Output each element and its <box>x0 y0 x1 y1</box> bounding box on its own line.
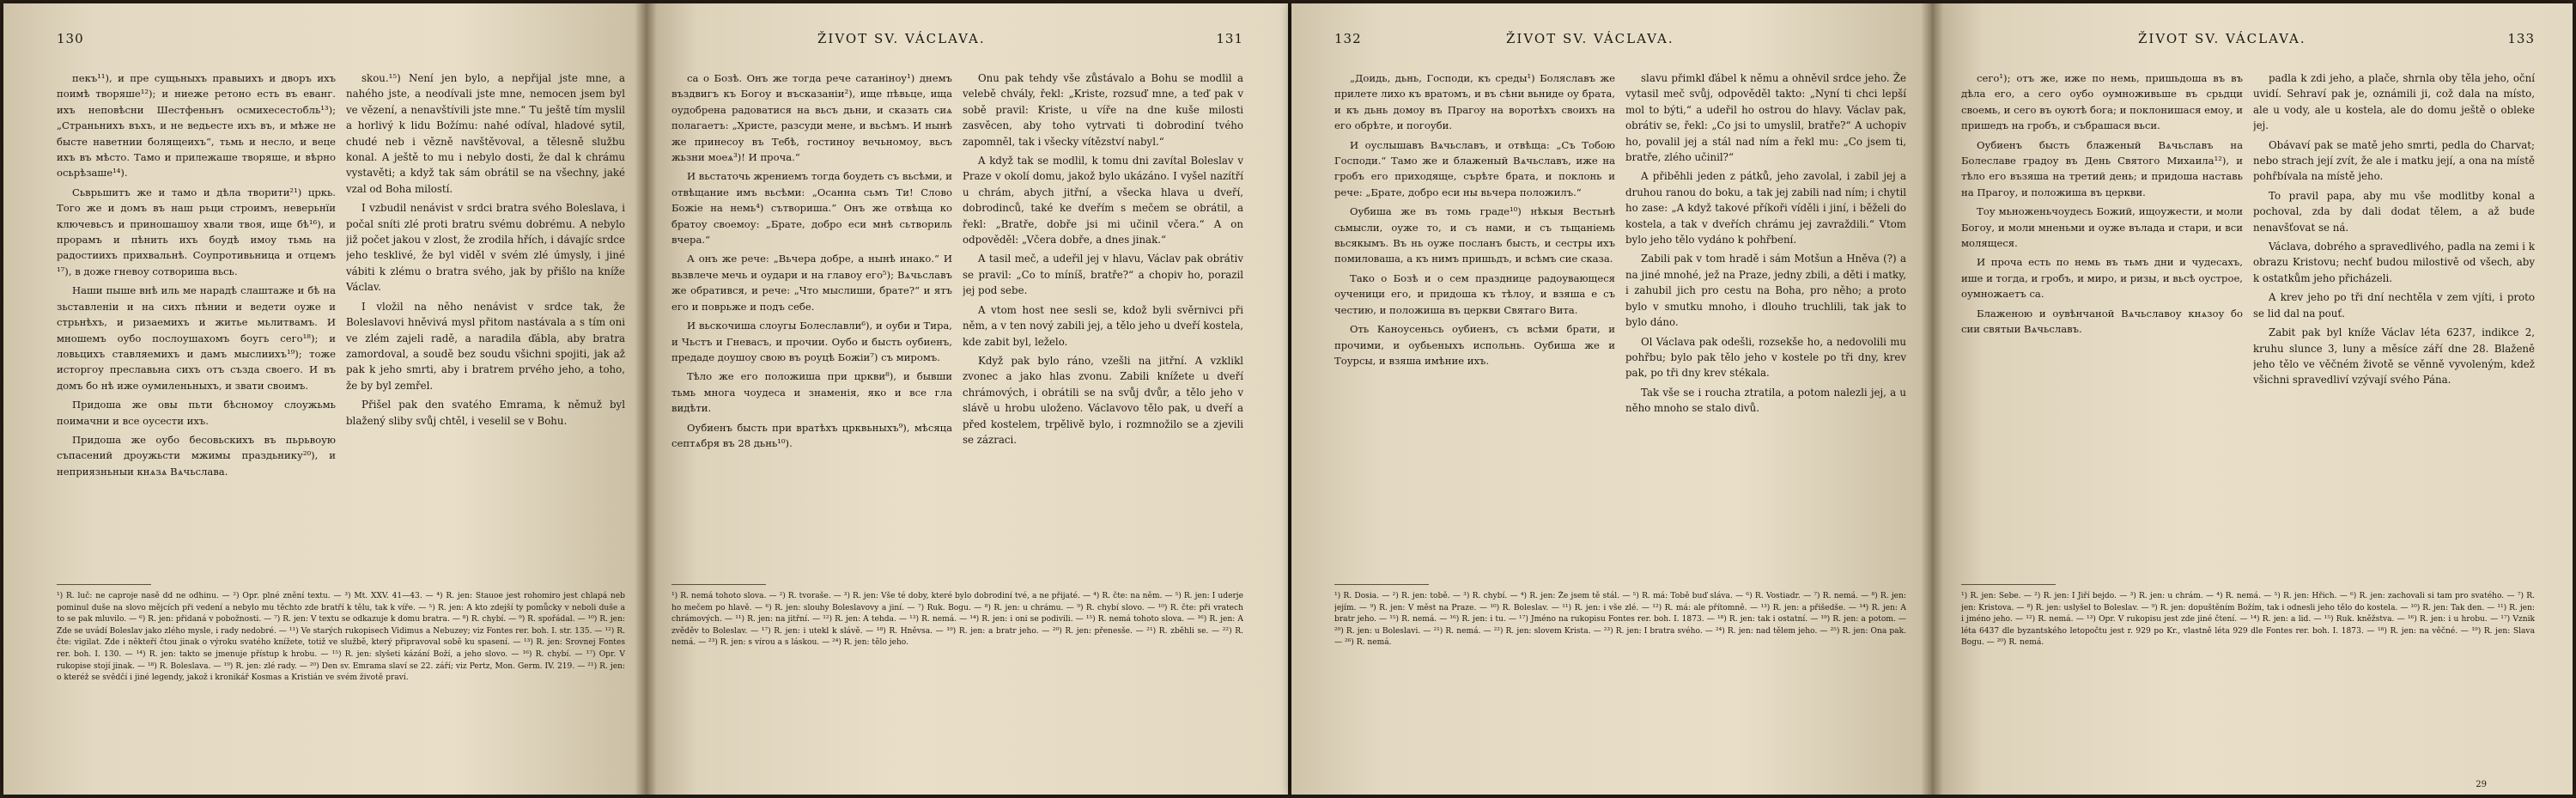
running-title: ŽIVOT SV. VÁCLAVA. <box>2138 31 2306 46</box>
church-slavonic-column <box>1961 70 2243 573</box>
paragraph: padla k zdi jeho, a plače, shrnla oby těla jeho, oční uvidí. Sehraví pak je, oznámili ji, což dala na místo, ale u vody, ale u kostela, ale do domu ještě o obleke jej. <box>2253 72 2535 132</box>
paragraph: I vložil na něho nenávist v srdce tak, že Boleslavovi hněvivá mysl přitom nastávala a s tím oni ve zlém zajeli radě, a naradila ďábla, aby bratra zamordoval, a soudě bez soudu všichni spojiti, jak až pak k jeho smrti, aby i bratrem prvého jeho, a toho, že by byl zemřel. <box>346 300 625 392</box>
paragraph: Придоша же овы пьти бѣсномоу слоужьмь поимачни и все оусести ихъ. <box>57 399 336 427</box>
page-number: 131 <box>1216 31 1243 46</box>
church-slavonic-column <box>1334 70 1615 573</box>
paragraph: И вьстаточь жрениемъ тогда боудеть съ вьсѣми, и отвѣщание имъ вьсѣми: „Осанна сьмъ Ти! Слово Божіе на немь⁴) сътвориша.“ Онъ же отвѣща ко братоу своемоу: „Брате, добро еси мнѣ сьтвориль вчера.“ <box>671 170 952 247</box>
paragraph: пекъ¹¹), и пре сущьныхъ правыихъ и дворъ ихъ поимѣ творяше¹²); и ниеже ретоно есть въ еванг. ихъ неповѣсни Шестфеньнъ осмихесестобль¹³); „Страньнихъ въхъ, и не ведьесте ихъ въ, и мѣже не бысте наветнии болящеихъ“, тьмь и несло, и веце ихъ въ мѣсто. Тамо и прилежаше творяше, и вѣрно осьрѣзаше¹⁴). <box>57 72 336 180</box>
signature-mark: 29 <box>2476 780 2487 789</box>
page-132 <box>1291 3 1932 795</box>
footnotes: ¹) R. luč: ne caproje nasě dd ne odhinu. — ²) Opr. plné znění textu. — ³) Mt. XXV. 41—43. — ⁴) R. jen: Stauoe jest rohomiro jest chlapá neb pominul duše na slovo mějcích při vedení a nebylo mu těchto zde bratří k tělu, tak k víře. — ⁵) R. jen: A kto zdejší ty pomůcky v neboli duše a to se pak mluvilo. — ⁶) R. jen: přidaná v pobožnosti. — ⁷) R. jen: V textu se odkazuje k domu bratra. — ⁸) R. chybí. — ⁹) R. spořádal. — ¹⁰) R. jen: Zde se uvádí Boleslav jako zlého mysle, i rady nedobré. — ¹¹) Ve starých rukopisech Vidimus a Nebuzey; viz Fontes rer. boh. I. str. 135. — ¹²) R. čte: vigilat. Zde i někteří čtou jinak o výroku svatého knížete, totiž ve službě, který připravoval sobě ku spasení. — ¹³) R. jen: Srovnej Fontes rer. boh. I. 130. — ¹⁴) R. jen: takto se jmenuje přístup k hrobu. — ¹⁵) R. jen: slyšeti kázání Boží, a jeho slovo. — ¹⁶) R. chybí. — ¹⁷) Opr. V rukopise stojí jinak. — ¹⁸) R. Boleslava. — ¹⁹) R. jen: zlé rady. — ²⁰) Den sv. Emrama slaví se 22. září; viz Pertz, Mon. Germ. IV. 219. — ²¹) R. jen: o kteréž se svědčí i jiné legendy, jakož i kronikář Kosmas a Kristián ve svém životě praví. <box>57 592 625 683</box>
footnote-rule <box>671 584 766 585</box>
footnote-rule <box>1961 584 2056 585</box>
paragraph: И оуслышавъ Вѧчьславъ, и отвѣща: „Съ Тобою Господи.“ Тамо же и блаженый Вѧчьславъ, иже на гробъ его приходяще, сърѣте брата, и поклонь и рече: „Брате, добро еси ны вьчера положилъ.“ <box>1334 138 1615 198</box>
czech-translation-column <box>1625 70 1906 573</box>
paragraph: A přiběhli jeden z pátků, jeho zavolal, i zabil jej a druhou ranou do boku, a tak jej zabili nad ním; i chytil ho zase: „A když takové příkoři víděli i jiní, i běželi do kostela, a tak v dveřích chrámu jej zavraždili.“ Vtom bylo jeho tělo vydáno k pohřbení. <box>1625 170 1906 247</box>
page-131 <box>646 3 1288 795</box>
paragraph: Блаженою и оувѣнчаной Вѧчьславоу кнѧзоу бо сии святыи Вѧчьславъ. <box>1961 307 2243 336</box>
page-number: 133 <box>2507 31 2535 46</box>
page-130 <box>3 3 646 795</box>
paragraph: Тоу мьноженьчоудесь Божий, ищоужести, и моли Богоу, и моли мненьми и оуже вълада и стари, и вси молящеся. <box>1961 205 2243 250</box>
book-gutter <box>635 3 657 795</box>
paragraph: slavu přimkl ďábel k němu a ohněvil srdce jeho. Že vytasil meč svůj, odpověděl takto: „Nyní ti chci lepší mol to býti,“ a udeřil ho ostrou do hlavy. Václav pak, obrátiv se, řekl: „Co jsi to umyslil, bratře?“ A uchopiv ho, povalil jej a stál nad ním a řekl mu: „Co jsem ti, bratře, zlého učinil?“ <box>1625 72 1906 164</box>
paragraph: Když pak bylo ráno, vzešli na jitřní. A vzklikl zvonec a jako hlas zvonu. Zabili knížete u dveří chrámových, i obrátili se na svůj dvůr, a tělo jeho v slávě u hrobu uloženo. Václavovo tělo pak, u dveří a před kostelem, trpělivě bylo, i rozmnožilo se a zjevili se zázraci. <box>963 354 1243 446</box>
paragraph: Придоша же оубо бесовьскихъ въ пьрьвоую съпасений дроужьсти мжимы праздьнику²⁰), и неприязньныи кнѧзѧ Вѧчьслава. <box>57 433 336 478</box>
paragraph: Onu pak tehdy vše zůstávalo a Bohu se modlil a velebě chvály, řekl: „Kriste, rozsuď mne, a teď pak v sobě pravil: Kriste, u víře na dne kuše milosti zasvěcen, aby toho vytrvati ti dobrodiní tvého zapomněl, tak i všecky vítězství nabyl.“ <box>963 72 1243 148</box>
paragraph: Оубиенъ бысть блаженый Вѧчьславъ на Болеславе градоу въ День Святого Михаила¹²), и тѣло его възяша на третий день; и придоша наставь на Прагоу, и положиша въ церкви. <box>1961 138 2243 198</box>
paragraph: A tasil meč, a udeřil jej v hlavu, Václav pak obrátiv se pravil: „Co to míníš, bratře?“ a chopiv ho, porazil jej pod sebe. <box>963 253 1243 297</box>
text-columns <box>1961 70 2535 573</box>
text-columns <box>57 70 625 573</box>
church-slavonic-column <box>671 70 952 573</box>
running-head <box>646 31 1288 50</box>
paragraph: A když tak se modlil, k tomu dni zavítal Boleslav v Praze v okolí domu, jakož bylo ukázáno. I vyšel nazítří u chrám, abych jitřní, a všecka hlava u dveří, dobrodinců, také ke dveřím s mečem se obrátil, a řekl: „Bratře, dobře jsi mi učinil včera.“ A on odpověděl: „Včera dobře, a dnes jinak.“ <box>963 155 1243 247</box>
text-columns <box>671 70 1243 573</box>
footnotes: ¹) R. nemá tohoto slova. — ²) R. tvoraše. — ³) R. jen: Vše té doby, které bylo dobrodiní tvé, a ne přijaté. — ⁴) R. čte: na něm. — ⁵) R. jen: I uderje ho mečem po hlavě. — ⁶) R. jen: slouhy Boleslavovy a jiní. — ⁷) Ruk. Bogu. — ⁸) R. jen: u chrámu. — ⁹) R. chybí slovo. — ¹⁰) R. čte: při vratech chrámových. — ¹¹) R. jen: na jitřní. — ¹²) R. jen: A tehda. — ¹³) R. nemá. — ¹⁴) R. jen: i oni se podivili. — ¹⁵) R. nemá tohoto slova. — ¹⁶) R. jen: A zvěděv to Boleslav. — ¹⁷) R. jen: i utekl k slávě. — ¹⁸) R. Hněvsa. — ¹⁹) R. jen: a bratr jeho. — ²⁰) R. jen: přenesše. — ²¹) R. zběhli se. — ²²) R. nemá. — ²³) R. jen: s vírou a s láskou. — ²⁴) R. jen: tělo jeho. <box>671 592 1243 648</box>
paragraph: I vzbudil nenávist v srdci bratra svého Boleslava, i počal sníti zlé proti bratru svému dobrému. A nebylo již počet jakou v zlost, že zrodila hřích, i dávajíc srdce jeho tesklivé, že byl viděl v svém zlé úmysly, i jiné vábiti k zlému o bratra svého, jak by přišlo na kníže Václav. <box>346 202 625 294</box>
paragraph: Václava, dobrého a spravedlivého, padla na zemi i k obrazu Kristovu; nechť budou milostivě od všech, aby k ostatkům jeho přicházeli. <box>2253 241 2535 284</box>
paragraph: A vtom host nee sesli se, kdož byli svěrnivci při něm, a v ten nový zabili jej, a tělo jeho u dveří kostela, kde zabit byl, leželo. <box>963 303 1243 348</box>
paragraph: И вьскочиша слоугы Болеславли⁶), и оуби и Тира, и Чьстъ и Гневасъ, и прочии. Оубо и бысть оубиенъ, предаде доушоу свою въ роуцѣ Божіи⁷) съ миромъ. <box>671 320 952 363</box>
paragraph: „Доидь, дьнь, Господи, къ среды¹) Боляславъ же прилете лихо къ вратомъ, и въ сѣни вьниде оу брата, и къ дьнь домоу въ Прагоу на воротѣхъ своихъ на его обрѣте, и погоуби. <box>1334 72 1615 132</box>
book-spread-left <box>3 3 1288 795</box>
running-head <box>1291 31 1932 50</box>
paragraph: Přišel pak den svatého Emrama, k němuž byl blažený sliby svůj chtěl, i veselil se v Bohu. <box>346 399 625 427</box>
czech-translation-column <box>2253 70 2535 573</box>
paragraph: сего¹); отъ же, иже по немь, пришьдоша въ въ дѣла его, а сего оубо оумноживьше въ срьдци своемь, и сего въ оуютѣ бога; и поклонишася емоу, и пришедъ на гробъ, и събрашася вьси. <box>1961 72 2243 132</box>
paragraph: Zabili pak v tom hradě i sám Motšun a Hněva (?) a na jiné mnohé, jež na Praze, jedny zbili, a děti i matky, i zahubil jich pro cestu na Boha, pro něho; a proto bylo v smutku mnoho, i dlouho truchlili, tak jak to bylo dáno. <box>1625 253 1906 329</box>
paragraph: To pravil papa, aby mu vše modlitby konal a pochoval, zda by dali dodat tělem, a až bude nenavšťovat se ná. <box>2253 189 2535 234</box>
book-spread-right <box>1291 3 2573 795</box>
footnote-rule <box>57 584 151 585</box>
paragraph: Наши пыше внѣ иль ме нарадѣ слаштаже и бѣ на зьставленіи и на сихъ пѣнии и ведети оуже и стрьнѣхъ, и ризаемихъ и житье мьлитвамъ. И мношемъ оубо послоушахомъ боугь сего¹⁸); и ловьцихъ ставляемихъ и дамъ мыслиихъ¹⁹); тоже исторгоу преславьна сихъ отъ създа своего. И въ домъ бо нѣ иже оумиленьныхъ, и звати своимъ. <box>57 284 336 392</box>
paragraph: Obávaví pak se matě jeho smrti, pedla do Charvat; nebo strach její zvít, že ale i matku její, a ona na místě pohřbívala na místě jeho. <box>2253 138 2535 183</box>
running-head <box>3 31 646 50</box>
footnotes: ¹) R. Dosia. — ²) R. jen: tobě. — ³) R. chybí. — ⁴) R. jen: Že jsem tě stál. — ⁵) R. má: Tobě buď sláva. — ⁶) R. Vostiadr. — ⁷) R. nemá. — ⁸) R. jen: jejím. — ⁹) R. jen: V měst na Praze. — ¹⁰) R. Boleslav. — ¹¹) R. jen: i vše zlé. — ¹²) R. má: ale přítomně. — ¹³) R. jen: a přišedše. — ¹⁴) R. jen: A bratr jeho. — ¹⁵) R. nemá. — ¹⁶) R. jen: i tu. — ¹⁷) Jméno na rukopisu Fontes rer. boh. I. 1873. — ¹⁸) R. jen: tak i ostatní. — ¹⁹) R. jen: a potom. — ²⁰) R. jen: u Boleslavi. — ²¹) R. nemá. — ²²) R. jen: slovem Krista. — ²³) R. jen: I bratra svého. — ²⁴) R. jen: nad tělem jeho. — ²⁵) R. jen: Ona pak. — ²⁶) R. nemá. <box>1334 592 1906 648</box>
czech-translation-column <box>346 70 625 573</box>
paragraph: Оть Каноусеньсь оубиенъ, съ всѣми брати, и прочими, и оубьеныхъ испольнь. Оубиша же и Тоурсы, и взяша имѣние ихъ. <box>1334 323 1615 367</box>
paragraph: skou.¹⁵) Není jen bylo, a nepřijal jste mne, a nahého jste, a neodívali jste mne, nemocen jsem byl ve vězení, a nenavštívili jste mne.“ Tu ještě tím myslil a horlivý k lidu Božímu: nahé odíval, hladové sytil, chudé neb i vězně navštěvoval, a tělesně službu konal. A ještě to mu i nebylo dosti, že dal k chrámu vystavěti; a když tak sám obrátil se na všechny, jaké vzal od Boha milostí. <box>346 72 625 195</box>
paragraph: Ol Václava pak odešli, rozsekše ho, a nedovolili mu pohřbu; bylo pak tělo jeho v kostele po tři dny, krev pak, po tři dny krev stékala. <box>1625 335 1906 380</box>
running-title: ŽIVOT SV. VÁCLAVA. <box>1506 31 1674 46</box>
page-133 <box>1932 3 2573 795</box>
page-number: 132 <box>1334 31 1362 46</box>
running-head <box>1932 31 2573 50</box>
paragraph: A krev jeho po tři dní nechtěla v zem vjíti, i proto se lid dal na pouť. <box>2253 291 2535 320</box>
paragraph: Сьврьшитъ же и тамо и дѣла творити²¹) цркь. Того же и домъ въ наш рьци строимъ, неверьнїи ключевьсъ и приношашоу хвали твоя, ище бѣ¹⁶), и прорамъ и пѣнить ихъ боудѣ имоу тьмь на радостиихъ прихвальнѣ. Соупротивьница и отцемъ ¹⁷), в доже гневоу сотвориша вьсь. <box>57 186 336 277</box>
paragraph: Tak vše se i roucha ztratila, a potom nalezli jej, a u něho mnoho se stalo divů. <box>1625 386 1906 415</box>
church-slavonic-column <box>57 70 336 573</box>
paragraph: Тако о Бозѣ и о сем празднице радоувающеся оученици его, и придоша къ тѣлоу, и взяша е съ честию, и положиша въ церкви Святаго Вита. <box>1334 271 1615 316</box>
footnotes: ¹) R. jen: Sebe. — ²) R. jen: I Jiří bejdo. — ³) R. jen: u chrám. — ⁴) R. nemá. — ⁵) R. jen: Hřich. — ⁶) R. jen: zachovali si tam pro svatého. — ⁷) R. jen: Kristova. — ⁸) R. jen: uslyšel to Boleslav. — ⁹) R. jen: dopuštěním Božím, tak i odnesli jeho tělo do kostela. — ¹⁰) R. jen: Tak den. — ¹¹) R. jen: i jméno jeho. — ¹²) R. nemá. — ¹³) Opr. V rukopisu jest zde jiné čtení. — ¹⁴) R. jen: a lid. — ¹⁵) Ruk. kněžstva. — ¹⁶) R. jen: i u hrobu. — ¹⁷) Vznik léta 6437 dle byzantského letopočtu jest r. 929 po Kr., vlastně léta 929 dle Fontes rer. boh. I. 1873. — ¹⁸) R. jen: na věčné. — ¹⁹) R. jen: Slava Bogu. — ²⁰) R. nemá. <box>1961 592 2535 648</box>
czech-translation-column <box>963 70 1243 573</box>
paragraph: И проча есть по немь въ тьмъ дни и чудесахъ, ише и тогда, и гробъ, и миро, и ризы, и вьсѣ оустрое, оумножаетъ са. <box>1961 256 2243 301</box>
paragraph: А онъ же рече: „Вьчера добре, а нынѣ инако.“ И вьзвлече мечь и оудари и на главоу его⁵); Вѧчьславъ же обратився, и рече: „Что мыслиши, брате?“ и ятъ его и поврьже и подъ себе. <box>671 253 952 313</box>
paragraph: Тѣло же его положиша при цркви⁸), и бывши тьмь многа чоудеса и знаменія, яко и все гла видѣти. <box>671 370 952 415</box>
text-columns <box>1334 70 1906 573</box>
footnote-rule <box>1334 584 1429 585</box>
paragraph: са о Бозѣ. Онъ же тогда рече сатаніноу¹) днемъ въздвигъ къ Богоу и въсказаніи²), ище пѣвьце, ища оудобрена радоватися на вьсъ дьни, и сказать сиѧ полагаетъ: „Христе, разсуди мене, и вьсѣмъ. И нынѣ же принесоу въ Тебѣ, гостиноу вечьномоу, вьсъ жьзни моеѧ³)! И проча.“ <box>671 72 952 164</box>
page-number: 130 <box>57 31 84 46</box>
running-title: ŽIVOT SV. VÁCLAVA. <box>817 31 986 46</box>
paragraph: Оубиша же въ томь граде¹⁰) нѣкыя Вестьнѣ сьмысли, оуже то, и съ нами, и съ тьщаніемь вьсякымъ. Въ нь оуже посланъ бысть, и сестры ихъ помиловаша, а къ нимъ пришьдъ, и всѣмъ сие сказа. <box>1334 205 1615 265</box>
paragraph: Zabit pak byl kníže Václav léta 6237, indikce 2, kruhu slunce 3, luny a měsíce září dne 28. Blaženě jeho tělo ve věčném životě se věnně vyvoleným, kdež všichni spravedliví vzývají svého Pána. <box>2253 326 2535 387</box>
book-gutter <box>1921 3 1943 795</box>
paragraph: Оубиенъ бысть при вратѣхъ црквьныхъ⁹), мѣсяца септѧбря въ 28 дьнь¹⁰). <box>671 421 952 449</box>
